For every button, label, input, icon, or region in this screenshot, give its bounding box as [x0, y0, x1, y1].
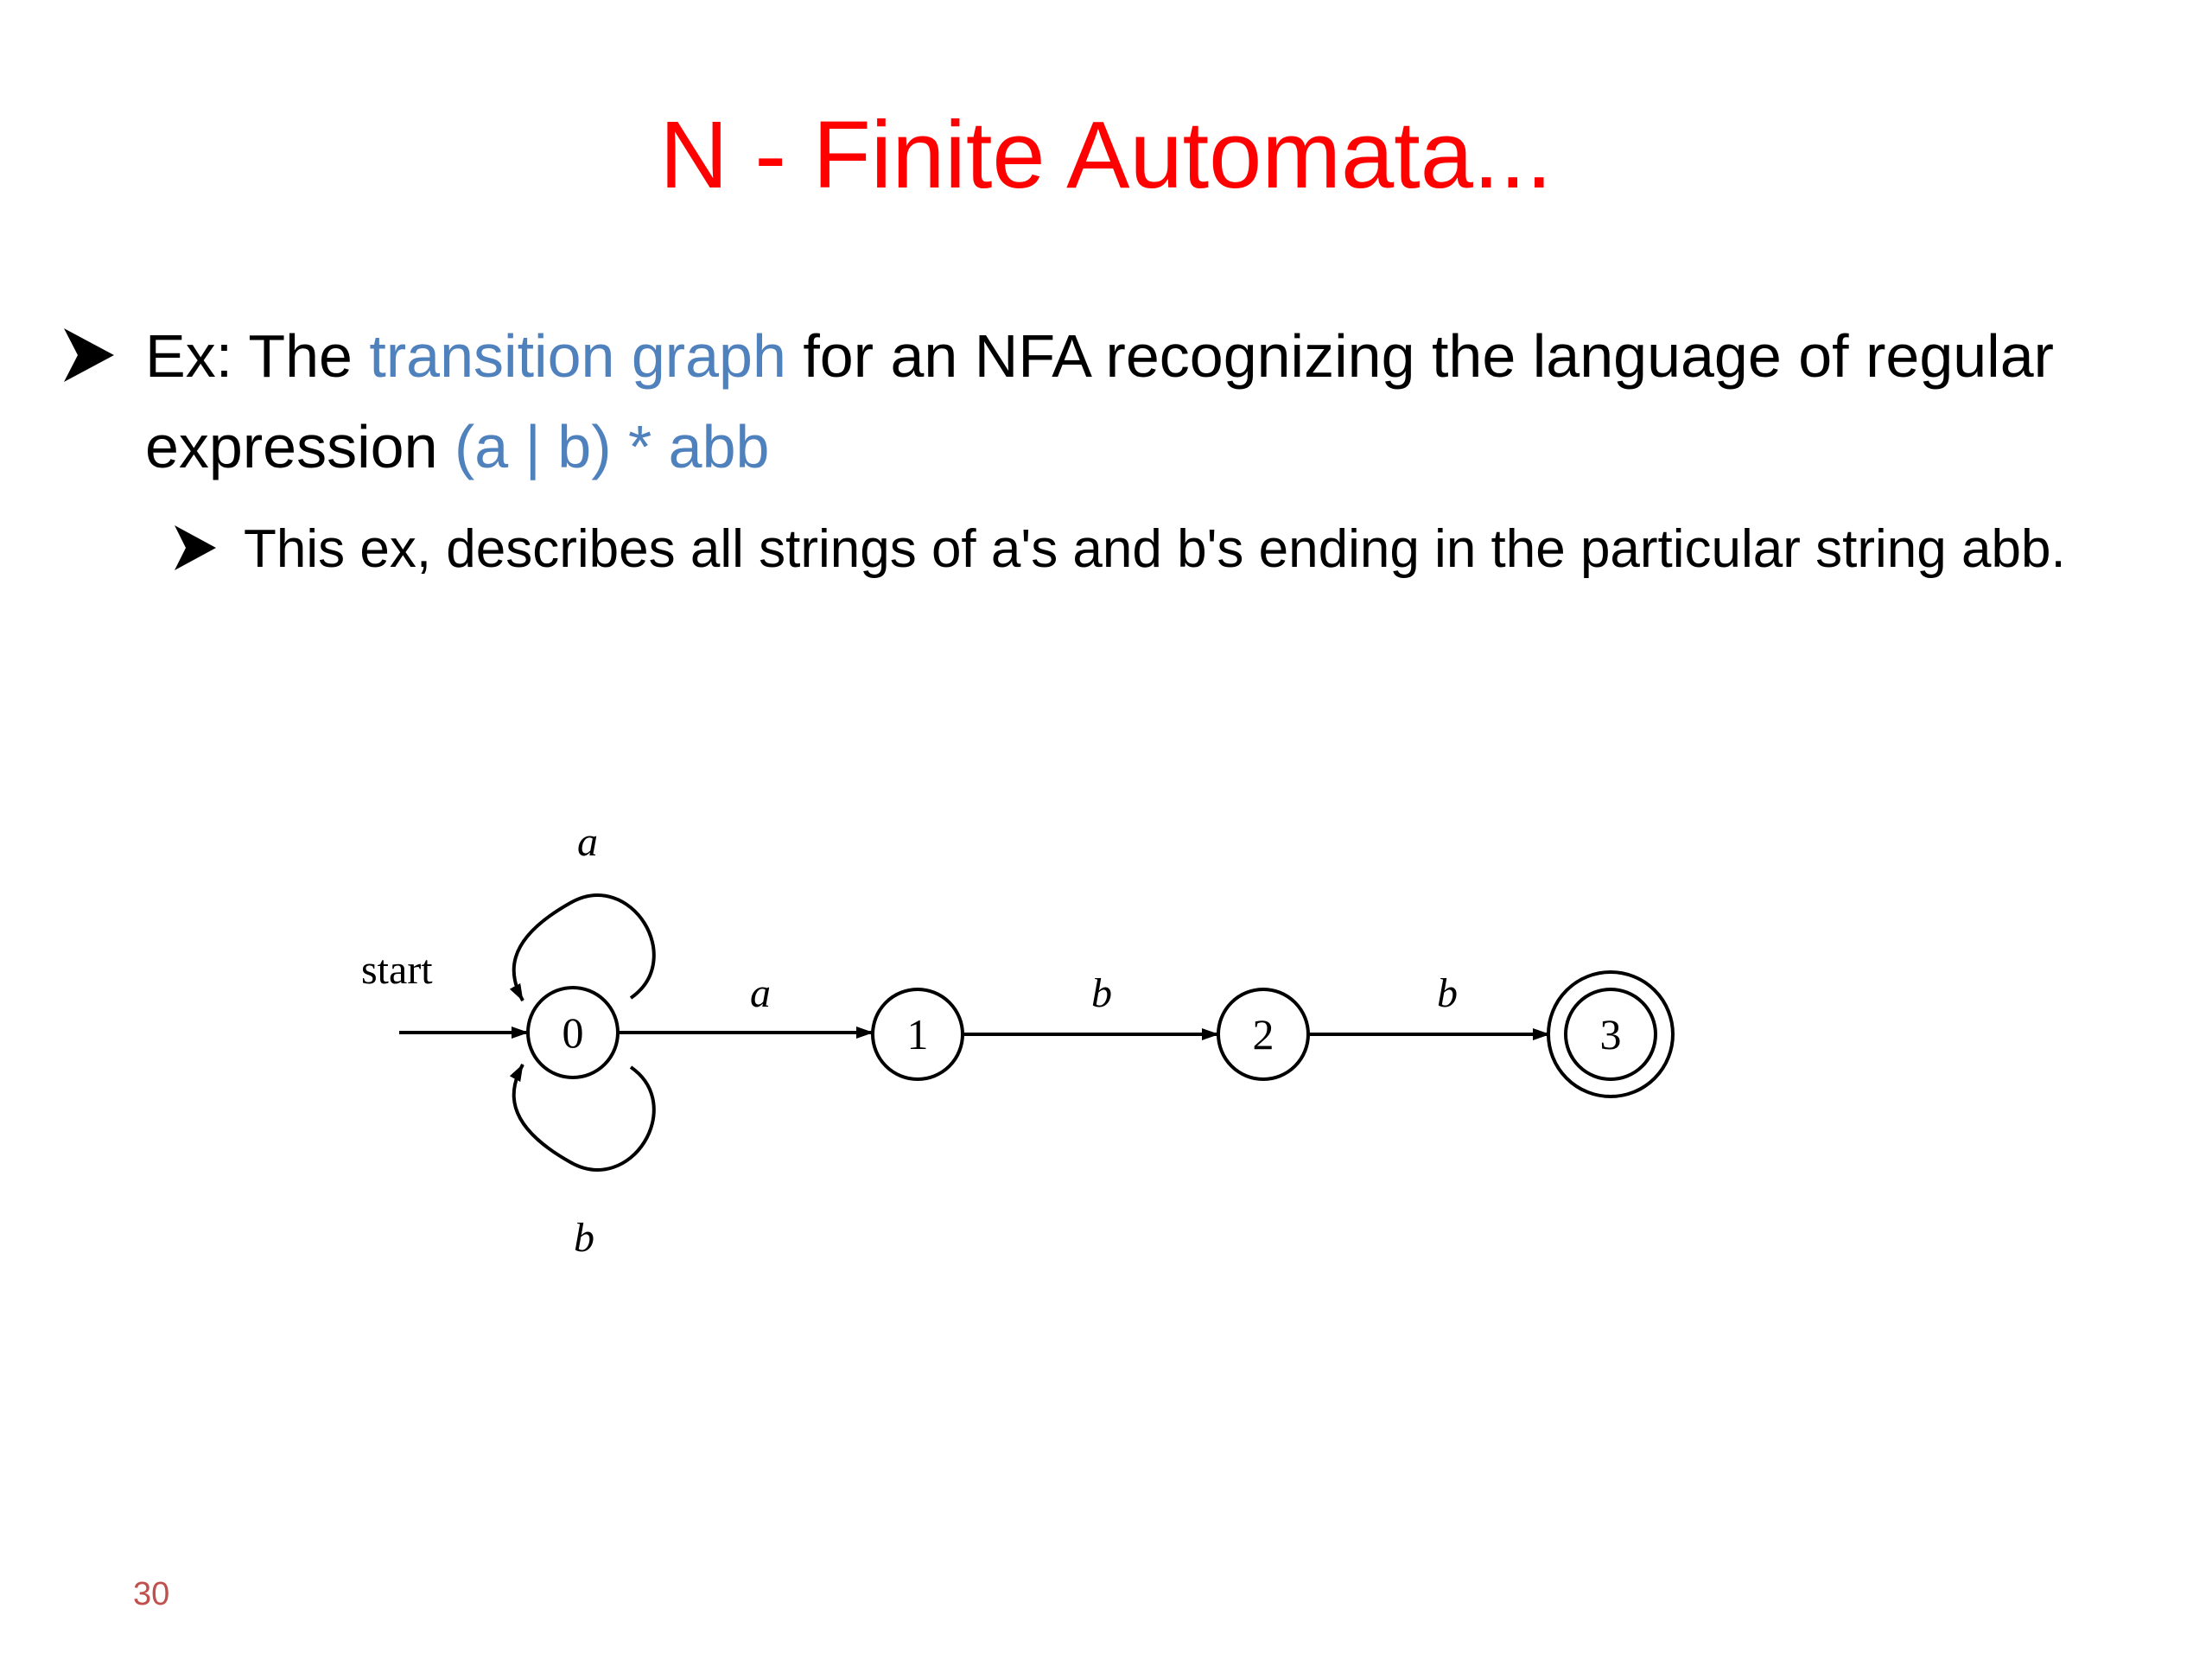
- state-3-label: 3: [1599, 1010, 1622, 1058]
- state-3-accepting: [1548, 972, 1673, 1096]
- self-loop-b-label: b: [574, 1215, 594, 1261]
- start-label: start: [361, 947, 433, 993]
- bullet-level-2-text: This ex, describes all strings of a's and b's ending in the particular string abb.: [244, 519, 2066, 579]
- slide-number: 30: [133, 1576, 170, 1612]
- bullet-text-prefix: Ex: The: [145, 322, 370, 390]
- highlight-transition-graph: transition graph: [369, 322, 786, 390]
- state-0-label: 0: [562, 1008, 584, 1057]
- state-1: [873, 989, 963, 1079]
- state-0: [528, 988, 618, 1077]
- highlight-regular-expression: (a | b) * abb: [454, 413, 770, 480]
- self-loop-b: [514, 1065, 654, 1170]
- slide-title: N - Finite Automata...: [659, 102, 1553, 208]
- bullet-text-middle: for an NFA recognizing the language of regular expression: [145, 322, 2054, 480]
- state-2-label: 2: [1252, 1010, 1274, 1058]
- transition-1-2-label: b: [1091, 970, 1112, 1016]
- transition-0-1-label: a: [750, 970, 771, 1016]
- self-loop-a-label: a: [577, 819, 598, 865]
- state-2: [1218, 989, 1308, 1079]
- self-loop-a: [514, 895, 654, 1001]
- transition-2-3-label: b: [1437, 970, 1458, 1016]
- state-1-label: 1: [906, 1010, 929, 1058]
